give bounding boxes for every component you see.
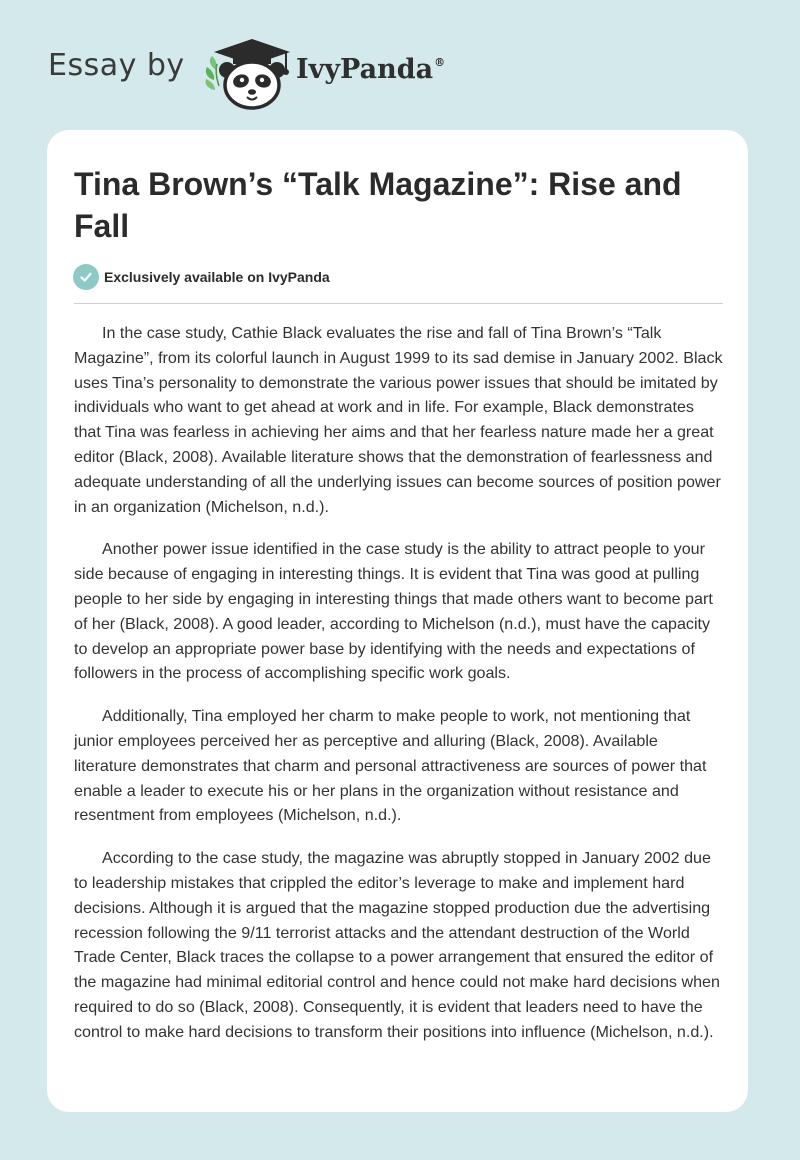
essay-by-label: Essay by xyxy=(48,48,185,83)
title-divider xyxy=(74,303,723,304)
site-header xyxy=(0,0,800,130)
checkmark-graphic xyxy=(79,270,93,284)
paragraph-3: Additionally, Tina employed her charm to make people to work, not mentioning that junior employees perceived her as perceptive and alluring (Black, 2008). Available literature demonstrates that charm and personal attractiveness are sources of power that enable a leader to execute his or her plans in the organization without resistance and resentment from employees (Michelson, n.d.). xyxy=(74,707,707,825)
brand-name-text: IvyPanda xyxy=(296,54,434,85)
check-circle-icon xyxy=(73,264,99,290)
essay-body xyxy=(74,321,724,1063)
exclusive-notice xyxy=(73,264,330,290)
paragraph-4: According to the case study, the magazine was abruptly stopped in January 2002 due to leadership mistakes that crippled the editor’s leverage to make and implement hard decisions. Although it is argued that the magazine stopped production due the advertising recession following the 9/11 terrorist attacks and the attendant destruction of the World Trade Center, Black traces the collapse to a power arrangement that ensured the editor of the magazine had minimal editorial control and hence could not make hard decisions when required to do so (Black, 2008). Consequently, it is evident that leaders need to have the control to make hard decisions to transform their positions into influence (Michelson, n.d.). xyxy=(74,849,720,1041)
brand-name[interactable] xyxy=(296,54,445,85)
essay-title: Tina Brown’s “Talk Magazine”: Rise and Fall xyxy=(74,166,682,244)
paragraph-2: Another power issue identified in the case study is the ability to attract people to your side because of engaging in interesting things. It is evident that Tina was good at pulling people to her side by engaging in interesting things that made others want to become part of her (Black, 2008). A good leader, according to Michelson (n.d.), must have the capacity to develop an appropriate power base by identifying with the needs and expectations of followers in the process of accomplishing specific work goals. xyxy=(74,540,713,683)
panda-logo-graphic xyxy=(200,36,295,110)
paragraph-1: In the case study, Cathie Black evaluates the rise and fall of Tina Brown’s “Talk Magazine”, from its colorful launch in August 1999 to its sad demise in January 2002. Black uses Tina’s personality to demonstrate the various power issues that should be imitated by individuals who want to get ahead at work and in life. For example, Black demonstrates that Tina was fearless in achieving her aims and that her fearless nature made her a great editor (Black, 2008). Available literature shows that the demonstration of fearlessness and adequate understanding of all the underlying issues can become sources of position power in an organization (Michelson, n.d.). xyxy=(74,324,723,516)
essay-card xyxy=(47,130,748,1112)
exclusive-label: Exclusively available on IvyPanda xyxy=(104,269,330,285)
panda-graduation-cap-logo[interactable] xyxy=(200,36,295,110)
registered-mark: ® xyxy=(434,56,446,69)
